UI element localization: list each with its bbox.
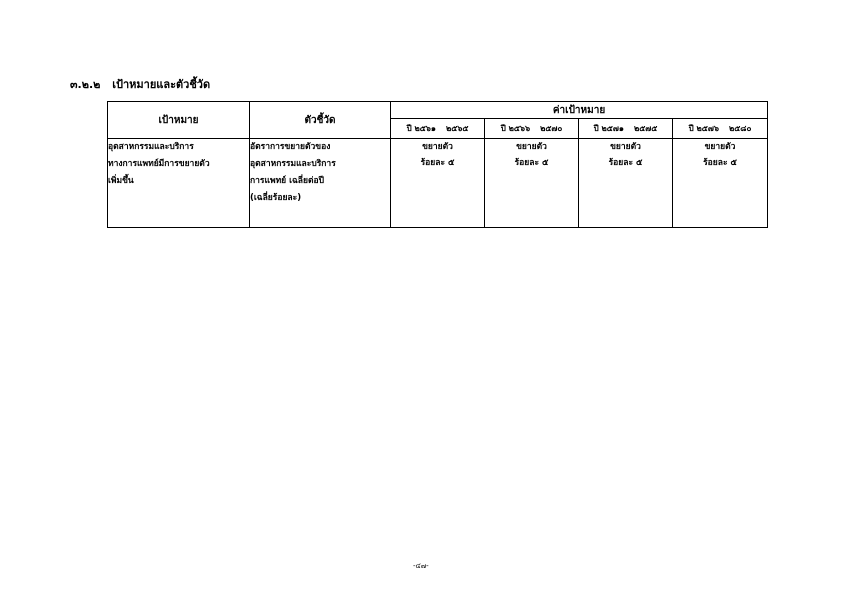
year-4-to: ๒๕๘๐ <box>728 124 752 134</box>
year-2-from: ปี ๒๕๖๖ <box>500 124 531 134</box>
target-4-line2: ร้อยละ ๕ <box>703 158 737 168</box>
goal-cell <box>108 139 250 228</box>
year-1-to: ๒๕๖๕ <box>445 124 469 134</box>
indicator-line: อัตราการขยายตัวของ <box>250 142 331 152</box>
year-4-from: ปี ๒๕๗๖ <box>688 124 719 134</box>
header-target: ค่าเป้าหมาย <box>391 102 768 119</box>
target-2-line1: ขยายตัว <box>516 142 547 152</box>
target-cell-2 <box>485 139 579 228</box>
indicator-line: (เฉลี่ยร้อยละ) <box>250 193 302 203</box>
target-1-line2: ร้อยละ ๕ <box>420 158 455 168</box>
header-year-1 <box>391 119 485 139</box>
year-3-to: ๒๕๗๕ <box>633 124 658 134</box>
target-1-line1: ขยายตัว <box>422 142 453 152</box>
header-year-4 <box>673 119 768 139</box>
year-1-from: ปี ๒๕๖๑ <box>406 124 436 134</box>
target-3-line2: ร้อยละ ๕ <box>608 158 643 168</box>
header-indicator: ตัวชี้วัด <box>250 102 391 139</box>
target-3-line1: ขยายตัว <box>610 142 641 152</box>
header-year-2 <box>485 119 579 139</box>
table-row <box>108 139 768 228</box>
targets-table <box>107 101 768 228</box>
target-2-line2: ร้อยละ ๕ <box>514 158 549 168</box>
indicator-cell <box>250 139 391 228</box>
target-cell-3 <box>579 139 673 228</box>
goal-line: ทางการแพทย์มีการขยายตัว <box>108 159 210 169</box>
section-number: ๓.๒.๒ <box>70 78 101 91</box>
header-goal: เป้าหมาย <box>108 102 250 139</box>
target-4-line1: ขยายตัว <box>704 142 736 152</box>
target-cell-1 <box>391 139 485 228</box>
year-3-from: ปี ๒๕๗๑ <box>593 124 624 134</box>
goal-line: อุตสาหกรรมและบริการ <box>108 142 194 152</box>
year-2-to: ๒๕๗๐ <box>540 124 563 134</box>
section-title: เป้าหมายและตัวชี้วัด <box>112 78 211 91</box>
header-year-3 <box>579 119 673 139</box>
page-number: -๔๗- <box>413 562 429 570</box>
indicator-line: อุตสาหกรรมและบริการ <box>250 159 336 169</box>
target-cell-4 <box>673 139 768 228</box>
goal-line: เพิ่มขึ้น <box>108 176 134 186</box>
section-heading <box>70 75 210 93</box>
indicator-line: การแพทย์ เฉลี่ยต่อปี <box>250 176 325 186</box>
